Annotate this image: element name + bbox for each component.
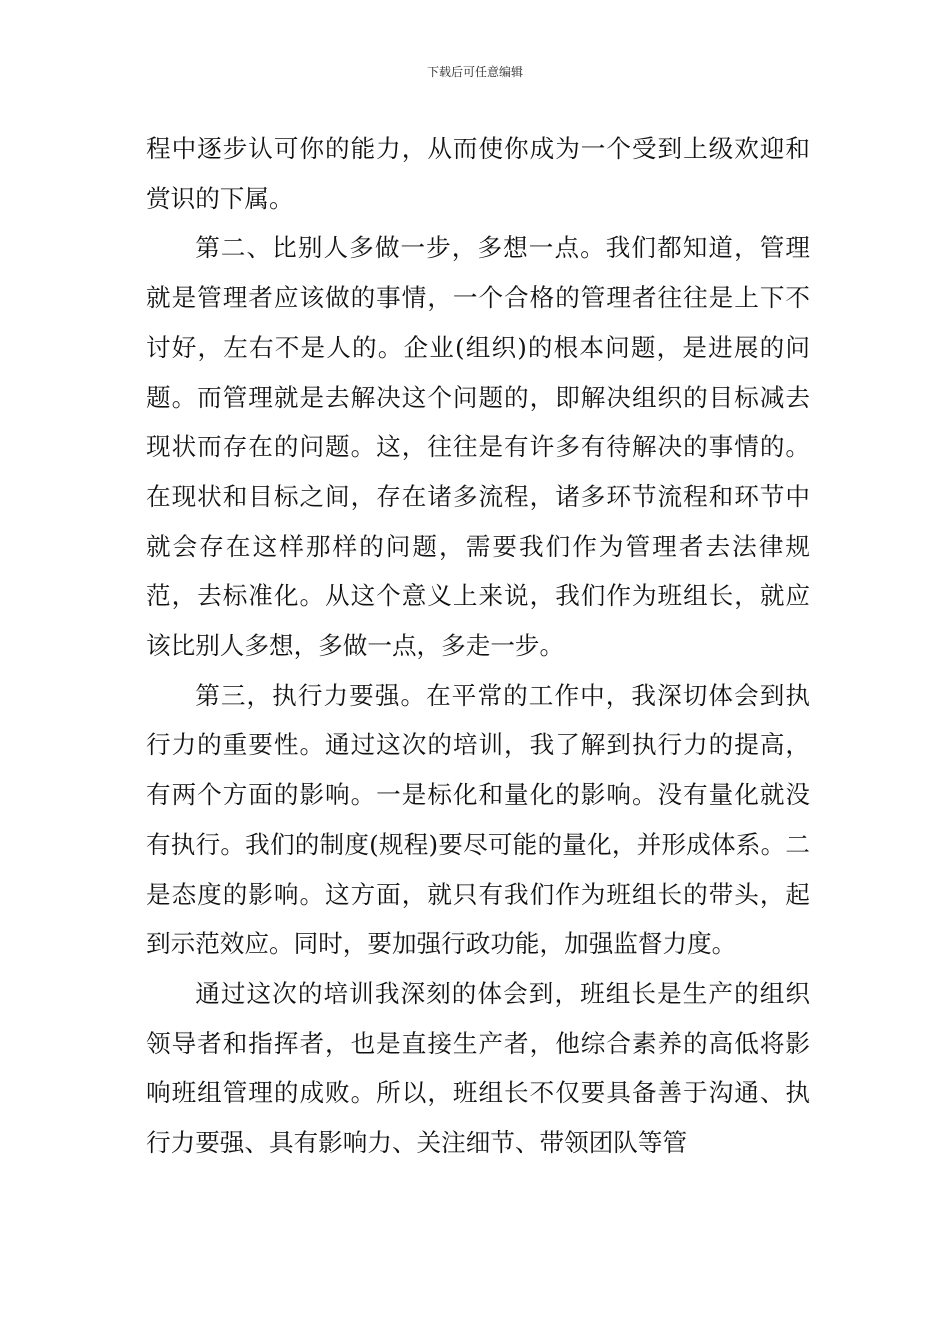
paragraph-summary: 通过这次的培训我深刻的体会到，班组长是生产的组织领导者和指挥者，也是直接生产者，他综合素养的高低将影响班组管理的成败。所以，班组长不仅要具备善于沟通、执行力要强、具有影响力、关注细节、带领团队等管 <box>146 978 810 1158</box>
paragraph-point-two: 第二、比别人多做一步，多想一点。我们都知道，管理就是管理者应该做的事情，一个合格的管理者往往是上下不讨好，左右不是人的。企业(组织)的根本问题，是进展的问题。而管理就是去解决这个问题的，即解决组织的目标减去现状而存在的问题。这，往往是有许多有待解决的事情的。在现状和目标之间，存在诸多流程，诸多环节流程和环节中就会存在这样那样的问题，需要我们作为管理者去法律规范，去标准化。从这个意义上来说，我们作为班组长，就应该比别人多想，多做一点，多走一步。 <box>146 233 810 661</box>
page-header: 下载后可任意编辑 <box>426 65 523 79</box>
paragraph-continuation: 程中逐步认可你的能力，从而使你成为一个受到上级欢迎和赏识的下属。 <box>146 134 810 213</box>
document-body <box>146 124 810 1168</box>
paragraph-point-three: 第三，执行力要强。在平常的工作中，我深切体会到执行力的重要性。通过这次的培训，我了解到执行力的提高，有两个方面的影响。一是标化和量化的影响。没有量化就没有执行。我们的制度(规程)要尽可能的量化，并形成体系。二是态度的影响。这方面，就只有我们作为班组长的带头，起到示范效应。同时，要加强行政功能，加强监督力度。 <box>146 680 810 959</box>
